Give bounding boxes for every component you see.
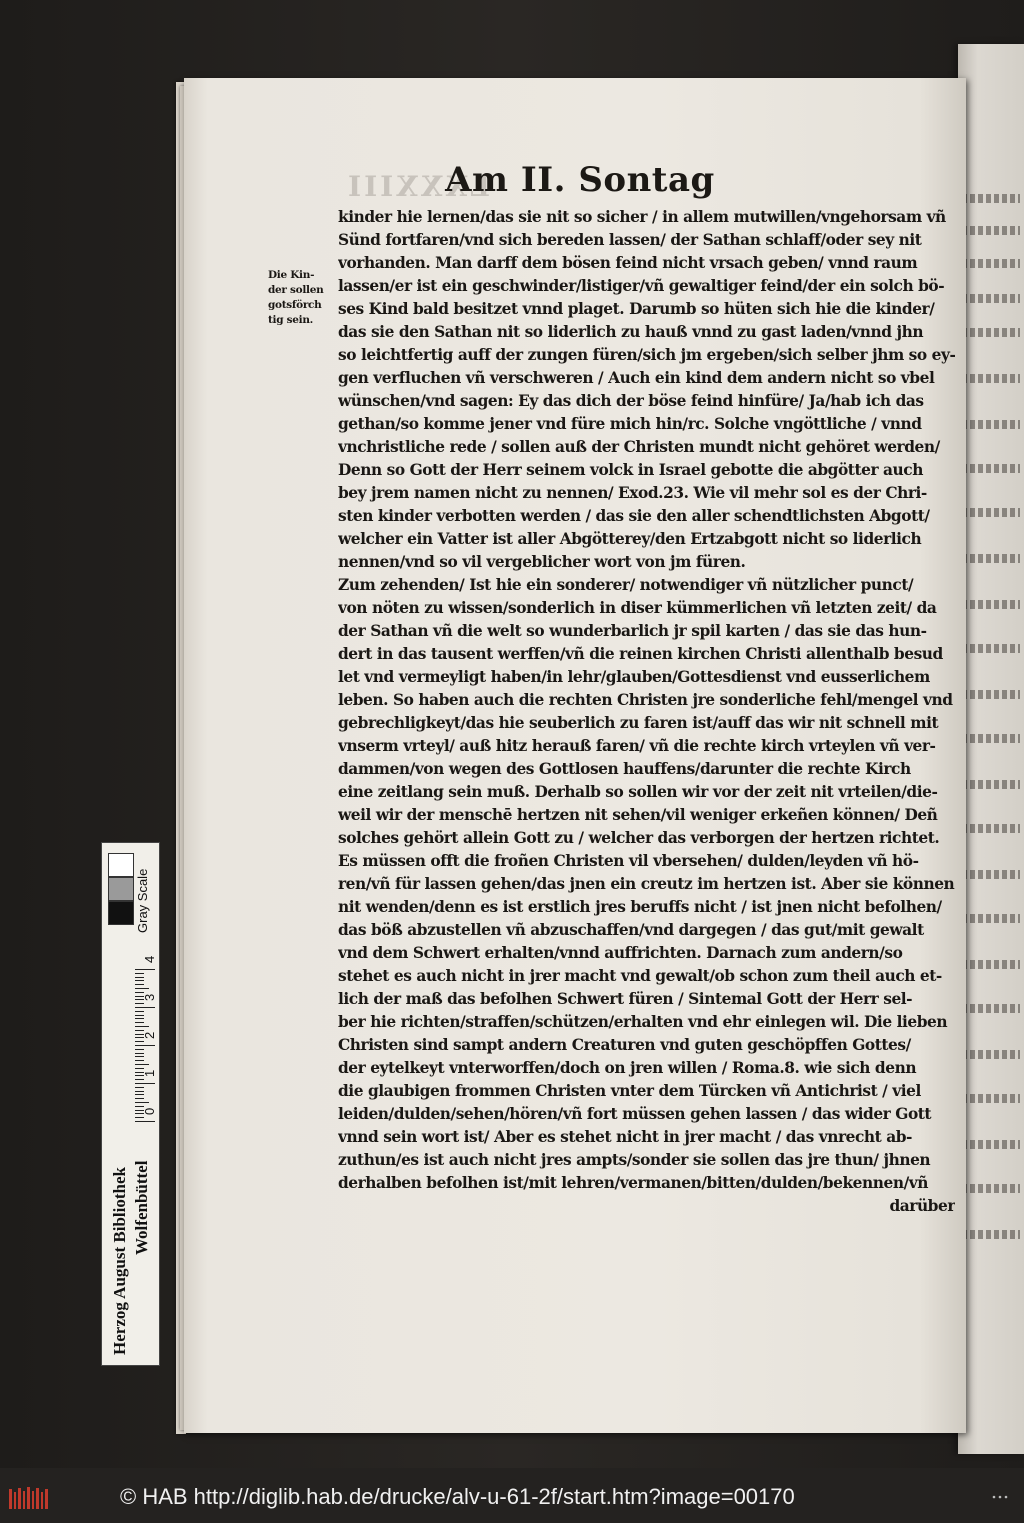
next-page-edge bbox=[958, 44, 1024, 1454]
text-line: eine zeitlang sein muß. Derhalb so sollen wir vor der zeit nit vrteilen/die- bbox=[338, 783, 938, 801]
ruler-tick bbox=[135, 1015, 144, 1016]
hab-logo-icon bbox=[8, 1486, 50, 1512]
ruler-tick bbox=[135, 1003, 144, 1004]
text-line: solches gehört allein Gott zu / welcher das verborgen der hertzen richtet. bbox=[338, 829, 940, 847]
text-line: vnnd sein wort ist/ Aber es stehet nicht in jrer macht / das vnrecht ab- bbox=[338, 1128, 912, 1146]
ruler-tick bbox=[135, 1041, 144, 1042]
ruler-tick bbox=[135, 1022, 144, 1023]
marginal-note-line: der sollen bbox=[268, 284, 324, 296]
text-line: dert in das tausent werffen/vñ die reinen kirchen Christi allenthalb besud bbox=[338, 645, 943, 663]
ruler-tick bbox=[135, 1053, 144, 1054]
text-line: Zum zehenden/ Ist hie ein sonderer/ notwendiger vñ nützlicher punct/ bbox=[338, 576, 914, 594]
ruler-tick bbox=[135, 1068, 144, 1069]
ruler-tick bbox=[135, 1091, 144, 1092]
ruler-tick bbox=[135, 1007, 155, 1008]
text-line: weil wir der menschē hertzen nit sehen/vil weniger erkeñen können/ Deñ bbox=[338, 806, 938, 824]
text-line: nennen/vnd so vil vergeblicher wort von jm füren. bbox=[338, 553, 746, 571]
marginal-note-line: tig sein. bbox=[268, 314, 314, 326]
text-line: bey jrem namen nicht zu nennen/ Exod.23. Wie vil mehr sol es der Chri- bbox=[338, 484, 927, 502]
text-line: von nöten zu wissen/sonderlich in diser kümmerlichen vñ letzten zeit/ da bbox=[338, 599, 937, 617]
text-line: gethan/so komme jener vnd füre mich hin/rc. Solche vngöttliche / vnnd bbox=[338, 415, 922, 433]
text-line: dammen/von wegen des Gottlosen hauffens/darunter die rechte Kirch bbox=[338, 760, 911, 778]
text-line: ber hie richten/straffen/schützen/erhalten vnd ehr einlegen wil. Die lieben bbox=[338, 1013, 948, 1031]
swatch-white bbox=[108, 853, 134, 877]
page-body-text bbox=[338, 206, 955, 1218]
ruler-tick bbox=[135, 973, 144, 974]
swatch-black bbox=[108, 901, 134, 925]
text-line: lassen/er ist ein geschwinder/listiger/vñ gewaltiger feind/der ein solch bö- bbox=[338, 277, 945, 295]
institution-city: Wolfenbüttel bbox=[132, 1160, 151, 1255]
text-line: so leichtfertig auff der zungen füren/sich jm ergeben/sich selber jhm so ey- bbox=[338, 346, 955, 364]
gray-scale-label: Gray Scale bbox=[135, 868, 150, 933]
ruler-tick bbox=[135, 1045, 155, 1046]
marginal-note-line: Die Kin- bbox=[268, 269, 315, 281]
color-scale-card bbox=[101, 842, 160, 1366]
text-line: vorhanden. Man darff dem bösen feind nicht vrsach geben/ vnnd raum bbox=[338, 254, 918, 272]
ruler-tick bbox=[135, 1030, 144, 1031]
ruler-tick bbox=[135, 977, 144, 978]
catchword: darüber bbox=[889, 1197, 955, 1215]
text-line: kinder hie lernen/das sie nit so sicher / in allem mutwillen/vngehorsam vñ bbox=[338, 208, 946, 226]
text-line: vnchristliche rede / sollen auß der Christen mundt nicht gehöret werden/ bbox=[338, 438, 940, 456]
ruler-tick bbox=[135, 1026, 149, 1027]
ruler-tick bbox=[135, 1079, 144, 1080]
running-head: Am II. Sontag bbox=[445, 160, 715, 200]
swatch-gray bbox=[108, 877, 134, 901]
ruler-tick bbox=[135, 1049, 144, 1050]
ruler-number-3: 3 bbox=[142, 993, 157, 1001]
ruler-tick bbox=[135, 980, 144, 981]
marginal-note-line: gotsförch bbox=[268, 299, 322, 311]
ruler-tick bbox=[135, 1098, 144, 1099]
ruler-tick bbox=[135, 1121, 155, 1122]
ruler-tick bbox=[135, 1064, 149, 1065]
text-line: Christen sind sampt andern Creaturen vnd guten geschöpffen Gottes/ bbox=[338, 1036, 911, 1054]
text-line: vnserm vrteyl/ auß hitz herauß faren/ vñ die rechte kirch vrteylen vñ ver- bbox=[338, 737, 936, 755]
text-line: derhalben befolhen ist/mit lehren/vermanen/bitten/dulden/bekennen/vñ bbox=[338, 1174, 928, 1192]
ruler-tick bbox=[135, 1011, 144, 1012]
ruler-tick bbox=[135, 969, 155, 970]
text-line: lich der maß das befolhen Schwert füren / Sintemal Gott der Herr sel- bbox=[338, 990, 913, 1008]
ruler-tick bbox=[135, 988, 149, 989]
text-line: ren/vñ für lassen gehen/das jnen ein creutz im hertzen ist. Aber sie können bbox=[338, 875, 955, 893]
ruler-tick bbox=[135, 992, 144, 993]
more-dots-icon[interactable] bbox=[992, 1494, 1008, 1500]
text-line: ses Kind bald besitzet vnnd plaget. Darumb so hüten sich hie die kinder/ bbox=[338, 300, 935, 318]
text-line: gebrechligkeyt/das hie seuberlich zu faren ist/auff das wir nit schnell mit bbox=[338, 714, 939, 732]
institution-name: Herzog August Bibliothek bbox=[110, 1167, 129, 1355]
text-line: Es müssen offt die froñen Christen vil vbersehen/ dulden/leyden vñ hö- bbox=[338, 852, 919, 870]
text-line: das böß abzustellen vñ abzuschaffen/vnd dargegen / das gut/mit gewalt bbox=[338, 921, 924, 939]
ruler-tick bbox=[135, 1106, 144, 1107]
text-line: zuthun/es ist auch nicht jres ampts/sonder sie sollen das jre thun/ jhnen bbox=[338, 1151, 931, 1169]
ruler-tick bbox=[135, 984, 144, 985]
ruler-tick bbox=[135, 1083, 155, 1084]
bleed-through-folio: LXXXIII bbox=[345, 170, 491, 203]
text-line: leiden/dulden/sehen/hören/vñ fort müssen gehen lassen / das wider Gott bbox=[338, 1105, 932, 1123]
ruler-number-2: 2 bbox=[142, 1031, 157, 1039]
text-line: gen verfluchen vñ verschweren / Auch ein kind dem andern nicht so vbel bbox=[338, 369, 935, 387]
text-line: stehet es auch nicht in jrer macht vnd gewalt/ob schon zum theil auch et- bbox=[338, 967, 942, 985]
ruler-number-0: 0 bbox=[142, 1107, 157, 1115]
ruler-tick bbox=[135, 1094, 144, 1095]
ruler-tick bbox=[135, 1117, 144, 1118]
text-line: nit wenden/denn es ist erstlich jres beruffs nicht / ist jnen nicht befolhen/ bbox=[338, 898, 942, 916]
text-line: leben. So haben auch die rechten Christen jre sonderliche fehl/mengel vnd bbox=[338, 691, 953, 709]
ruler-number-1: 1 bbox=[142, 1069, 157, 1077]
ruler-tick bbox=[135, 1018, 144, 1019]
ruler-tick bbox=[135, 1056, 144, 1057]
text-line: die glaubigen frommen Christen vnter dem Türcken vñ Antichrist / viel bbox=[338, 1082, 921, 1100]
ruler-number-4: 4 bbox=[142, 955, 157, 963]
ruler-tick bbox=[135, 1060, 144, 1061]
copyright-url[interactable]: © HAB http://diglib.hab.de/drucke/alv-u-61-2f/start.htm?image=00170 bbox=[120, 1484, 795, 1509]
ruler-tick bbox=[135, 1102, 149, 1103]
text-line: Sünd fortfaren/vnd sich bereden lassen/ der Sathan schlaff/oder sey nit bbox=[338, 231, 922, 249]
text-line: Denn so Gott der Herr seinem volck in Israel gebotte die abgötter auch bbox=[338, 461, 923, 479]
marginal-note bbox=[268, 268, 338, 328]
text-line: welcher ein Vatter ist aller Abgötterey/den Ertzabgott nicht so liderlich bbox=[338, 530, 922, 548]
text-line: vnd dem Schwert erhalten/vnnd auffrichten. Darnach zum andern/so bbox=[338, 944, 903, 962]
text-line: let vnd vermeyligt haben/in lehr/glauben/Gottesdienst vnd eusserlichem bbox=[338, 668, 930, 686]
text-line: wünschen/vnd sagen: Ey das dich der böse feind hinfüre/ Ja/hab ich das bbox=[338, 392, 924, 410]
text-line: das sie den Sathan nit so liderlich zu hauß vnnd zu gast laden/vnnd jhn bbox=[338, 323, 924, 341]
text-line: der eytelkeyt vnterworffen/doch on jren willen / Roma.8. wie sich denn bbox=[338, 1059, 917, 1077]
text-line: sten kinder verbotten werden / das sie den aller schendtlichsten Abgott/ bbox=[338, 507, 930, 525]
text-line: der Sathan vñ die welt so wunderbarlich jr spil karten / das sie das hun- bbox=[338, 622, 927, 640]
ruler-tick bbox=[135, 1087, 144, 1088]
